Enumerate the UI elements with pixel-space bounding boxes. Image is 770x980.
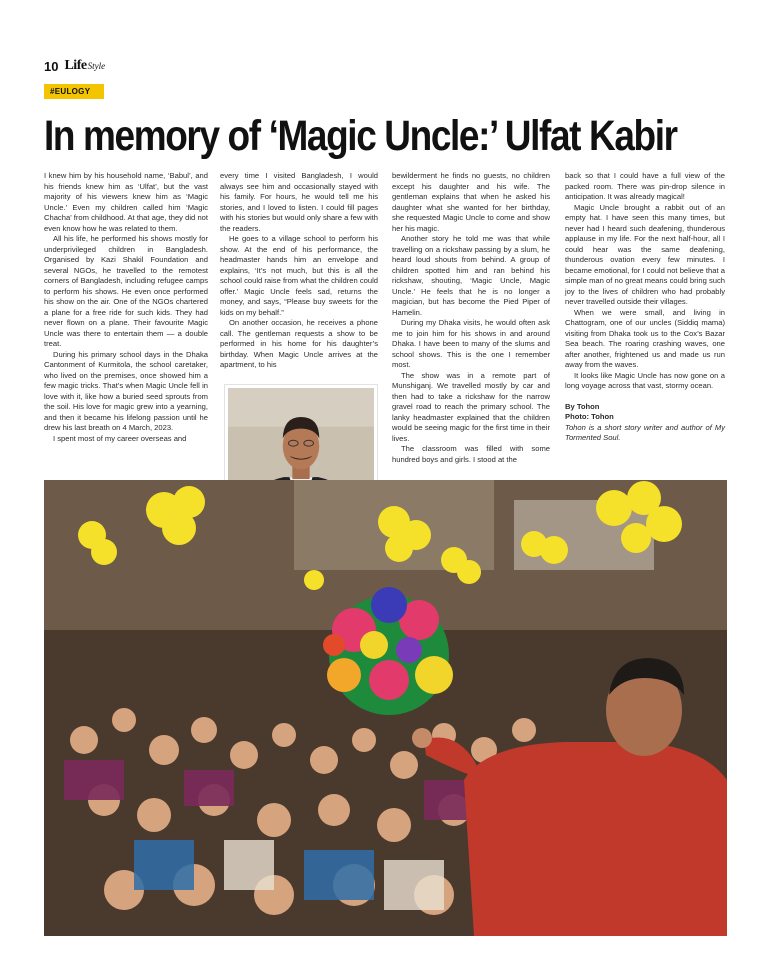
paragraph: When we were small, and living in Chattogram, one of our uncles (Siddiq mama) visiting from Dhaka took us to the Cox’s Bazar Sea beach. The roaring crashing waves, one after another, frightened us and made us run away from the waves. (565, 307, 725, 369)
paragraph: On another occasion, he receives a phone call. The gentleman requests a show to be performed in his home for his daughter’s birthday. When Magic Uncle arrives at the apartment, to his (220, 318, 378, 369)
author-bio: Tohon is a short story writer and author of My Tormented Soul. (565, 422, 725, 442)
paragraph: I spent most of my career overseas and (53, 433, 187, 443)
paragraph: All his life, he performed his shows mostly for underprivileged children in Bangladesh. Organised by Kazi Shakil Foundation and several NGOs, he travelled to the remotest corners of Bangladesh, including refugee camps to perform his shows. He even once performed his show on the air. One of the NGOs chartered a plane for a free ride for such kids. They had never flown on a plane. Their favourite Magic Uncle was there to entertain them — a double treat. (44, 234, 208, 348)
paragraph: Magic Uncle brought a rabbit out of an empty hat. I have seen this many times, but never had I heard such deafening, thunderous applause in my life. For the next half-hour, all I could hear was the same deafening, thunderous ovation every few minutes. I became emotional, for I could not believe that a simple man of no great means could bring such joy to the lives of children who had probably never travelled outside their villages. (565, 202, 725, 306)
article-column-4 (565, 171, 725, 444)
crowd-photo (44, 480, 727, 936)
byline-author: By Tohon (565, 401, 600, 411)
paragraph: Another story he told me was that while travelling on a rickshaw passing by a slum, he heard loud shouts from behind. A group of children spotted him and ran behind his rickshaw, shouting, ‘Magic Uncle, Magic Uncle.’ He feels that he is no longer a magician, but has become the Pied Piper of Hamelin. (392, 234, 550, 317)
paragraph: He goes to a village school to perform his show. At the end of his performance, the headmaster hands him an envelope and explains, ‘It’s not much, but this is all the school could raise from what the children could offer.’ Magic Uncle feels sad, returns the money, and says, “Please buy sweets for the kids on my behalf.” (220, 234, 378, 317)
headline: In memory of ‘Magic Uncle:’ Ulfat Kabir (44, 112, 677, 160)
paragraph: The classroom was filled with some hundred boys and girls. I stood at the (392, 444, 550, 464)
page-header (44, 56, 105, 76)
article-column-2 (220, 171, 378, 371)
article-column-1 (44, 171, 208, 444)
paragraph: every time I visited Bangladesh, I would always see him and occasionally stayed with his family. For hours, he would tell me his stories, and I loved to listen. I could fill pages with his stories but would only share a few with the readers. (220, 171, 378, 233)
logo-main-text: Life (64, 58, 87, 73)
publication-logo (64, 58, 105, 74)
paragraph: During my Dhaka visits, he would often ask me to join him for his shows in and around Dhaka. I have been to many of the slums and school shows. This is the one I remember most. (392, 318, 550, 369)
article-column-3 (392, 171, 550, 465)
page-number: 10 (44, 58, 59, 74)
paragraph: The show was in a remote part of Munshiganj. We travelled mostly by car and then had to take a rickshaw for the narrow gravel road to reach the primary school. The lanky headmaster explained that the children would be seeing magic for the first time in their lives. (392, 370, 550, 443)
logo-script-text: Style (87, 61, 106, 71)
section-tag: #EULOGY (44, 84, 104, 99)
photo-credit: Photo: Tohon (565, 412, 614, 421)
paragraph: During his primary school days in the Dhaka Cantonment of Kurmitola, the school caretaker, who lived on the premises, once showed him a few magic tricks. That’s when Magic Uncle fell in love with it, like how a buried seed sprouts from the soil. His love for magic grew into a yearning, and then it became his lifelong passion until he drew his last breath on 4 March, 2023. (44, 349, 208, 432)
paragraph: It looks like Magic Uncle has now gone on a long voyage across that vast, stormy ocean. (565, 370, 725, 390)
paragraph: bewilderment he finds no guests, no children except his daughter and his wife. The gentleman explains that when he asked his daughter what she wanted for her birthday, she requested Magic Uncle to come and show her his magic. (392, 171, 550, 233)
paragraph: I knew him by his household name, ‘Babul’, and his friends knew him as ‘Ulfat’, but the vast majority of his viewers knew him as ‘Magic Uncle.’ Even my children called him ‘Magic Chacha’ from childhood. At that age, they did not even know how he was related to them. (44, 171, 208, 233)
paragraph: back so that I could have a full view of the packed room. There was pin-drop silence in anticipation. It was already magical! (565, 171, 725, 201)
